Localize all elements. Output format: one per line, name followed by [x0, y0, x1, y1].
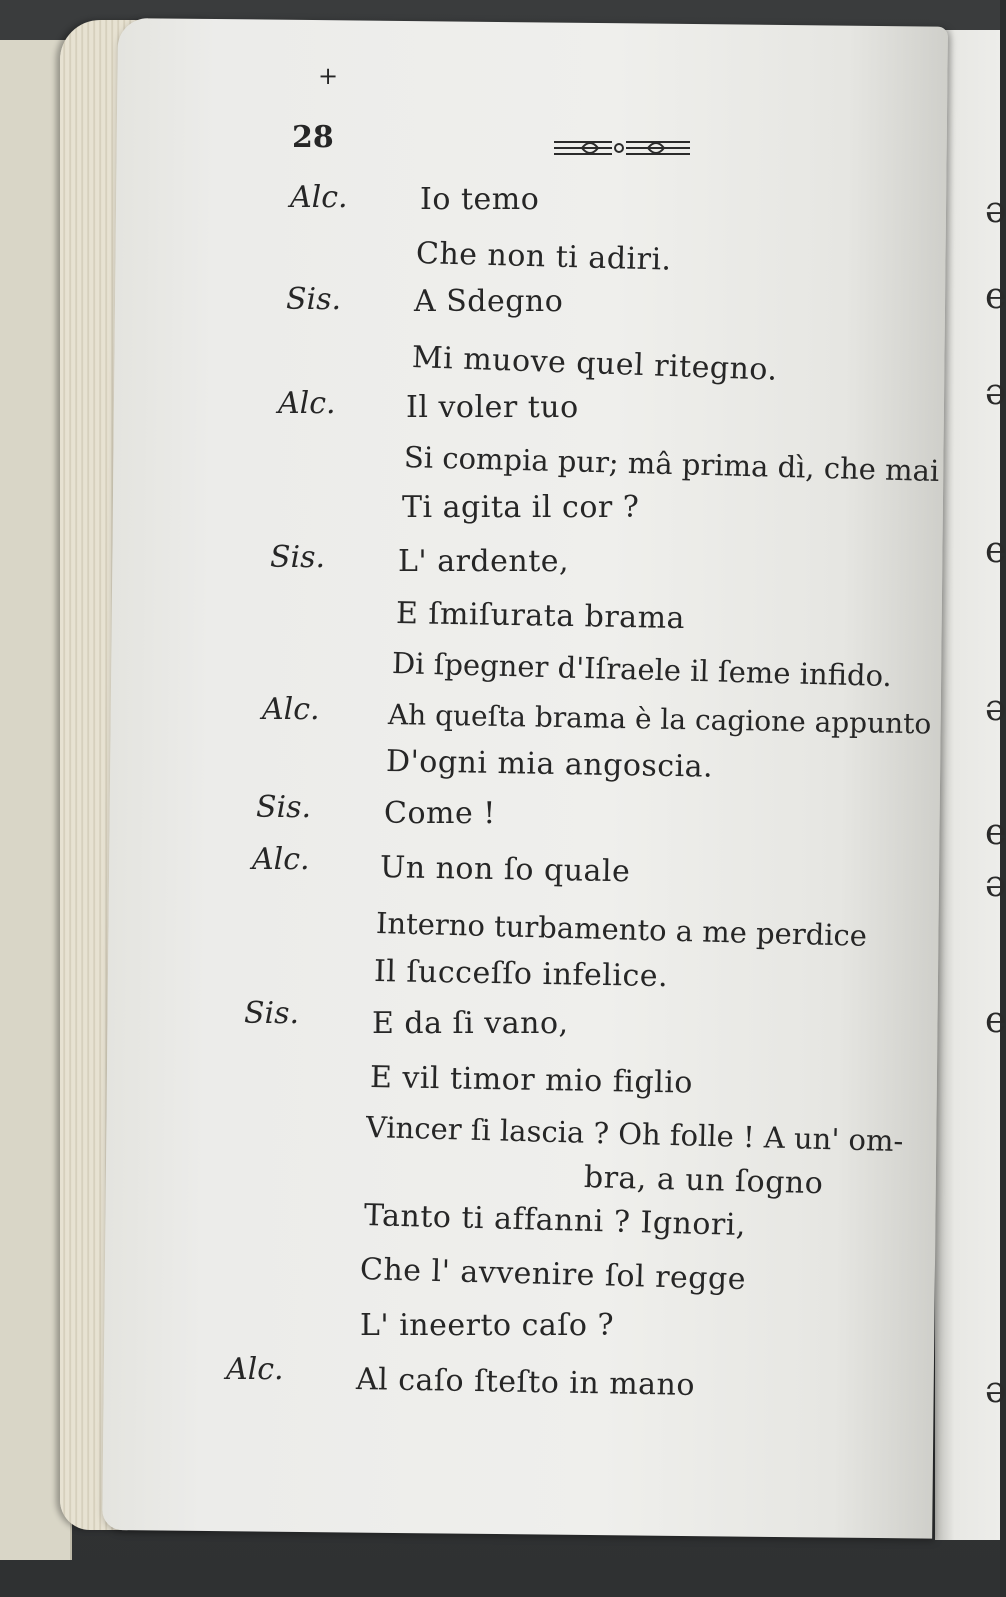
facing-page-letter: ǝ	[985, 688, 1006, 729]
verse-line: Ah queſta brama è la cagione appunto	[387, 698, 932, 741]
verse-line: Al caſo ſteſto in mano	[355, 1362, 696, 1403]
speaker-label: Alc.	[252, 842, 310, 877]
verse-line: Ti agita il cor ?	[402, 490, 640, 525]
verse-line: Che l' avvenire ſol regge	[359, 1252, 747, 1298]
verse-line: L' ardente,	[398, 544, 570, 579]
verse-line: A Sdegno	[414, 284, 564, 319]
verse-line: Il voler tuo	[406, 390, 579, 425]
verse-line: E vil timor mio figlio	[369, 1060, 694, 1101]
facing-page-letter: ǝ	[985, 190, 1006, 231]
verse-line: Mi muove quel ritegno.	[411, 340, 779, 388]
speaker-label: Sis.	[256, 790, 312, 825]
speaker-label: Alc.	[262, 692, 320, 727]
speaker-label: Sis.	[270, 540, 326, 575]
speaker-label: Alc.	[278, 386, 336, 421]
facing-page-letter: ǝ	[985, 372, 1006, 413]
verse-line: Si compia pur; mâ prima dì, che mai	[403, 440, 940, 489]
verse-line: Io temo	[420, 182, 540, 217]
verse-line: L' ineerto caſo ?	[360, 1308, 615, 1343]
verse-line: Come !	[384, 796, 496, 831]
facing-page-letter: e	[985, 276, 1006, 317]
header-ornament	[552, 134, 692, 162]
verse-line: Che non ti adiri.	[415, 236, 673, 278]
verse-line: Di ſpegner d'Iſraele il ſeme infido.	[391, 646, 893, 694]
verse-line: Il ſucceſſo infelice.	[373, 954, 669, 995]
speaker-label: Sis.	[244, 996, 300, 1031]
page-number: 28	[292, 120, 334, 155]
facing-page-letter: ǝ	[985, 1370, 1006, 1411]
verse-line: E ſmiſurata brama	[395, 596, 686, 637]
facing-page-letter: e	[985, 812, 1006, 853]
facing-page-letter: ǝ	[985, 864, 1006, 905]
top-mark: +	[318, 62, 339, 90]
verse-line: Vincer ſi lascia ? Oh folle ! A un' om-	[365, 1110, 904, 1159]
verse-line: E da ſi vano,	[372, 1006, 569, 1041]
speaker-label: Sis.	[286, 282, 342, 317]
speaker-label: Alc.	[290, 180, 348, 215]
speaker-label: Alc.	[226, 1352, 284, 1387]
facing-page-letter: e	[985, 530, 1006, 571]
verse-line: D'ogni mia angoscia.	[385, 744, 714, 785]
verse-line: Un non ſo quale	[379, 850, 631, 890]
facing-page-letter: e	[985, 1000, 1006, 1041]
verse-line: Interno turbamento a me perdice	[375, 906, 868, 953]
verse-line: Tanto ti affanni ? Ignori,	[363, 1198, 747, 1243]
verse-line: bra, a un ſogno	[583, 1160, 824, 1202]
